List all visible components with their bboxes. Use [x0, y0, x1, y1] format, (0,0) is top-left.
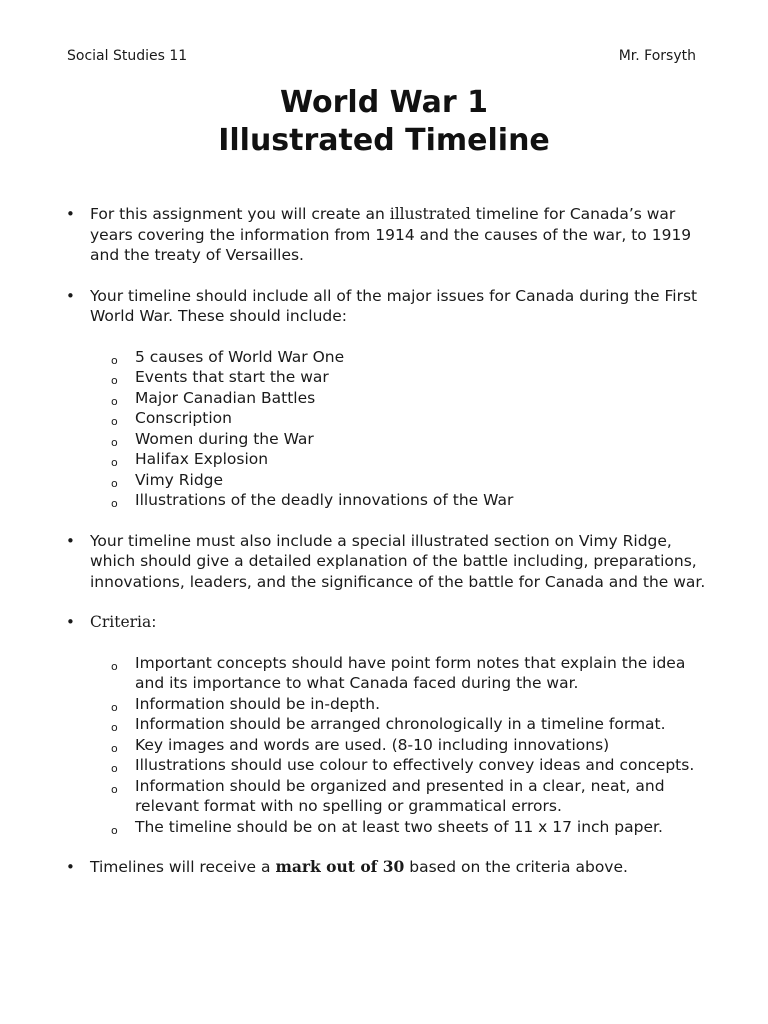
page-header	[67, 47, 696, 65]
bullet-marker: •	[66, 613, 75, 631]
bullet-assignment-emphasis: illustrated	[389, 205, 471, 223]
sub-bullet-marker: o	[111, 721, 118, 734]
criteria-item	[0, 714, 768, 735]
bullet-marker: •	[66, 286, 75, 305]
issue-item-text: Halifax Explosion	[135, 450, 269, 468]
criteria-item	[0, 755, 768, 776]
criteria-list	[0, 653, 768, 838]
issue-item-text: Women during the War	[135, 429, 314, 448]
sub-bullet-marker: o	[111, 415, 118, 428]
issue-item-text: Major Canadian Battles	[135, 388, 316, 407]
sub-bullet-marker: o	[111, 394, 118, 408]
issue-item	[0, 367, 768, 388]
issue-item-text: Conscription	[135, 409, 232, 427]
sub-bullet-marker: o	[111, 497, 118, 510]
issue-item	[0, 470, 768, 491]
bullet-criteria	[0, 612, 768, 633]
sub-bullet-marker: o	[111, 823, 118, 837]
issue-item	[0, 347, 768, 368]
criteria-item-text: Information should be in-depth.	[135, 694, 380, 713]
criteria-item	[0, 694, 768, 715]
criteria-item-text: Illustrations should use colour to effectively convey ideas and concepts.	[135, 756, 695, 774]
document-title	[0, 84, 768, 160]
criteria-colon: :	[151, 613, 157, 631]
sub-bullet-marker: o	[111, 353, 118, 367]
title-line-2: Illustrated Timeline	[218, 123, 550, 158]
criteria-label: Criteria	[90, 613, 152, 631]
bullet-major-issues	[0, 286, 768, 327]
criteria-item-text: The timeline should be on at least two sheets of 11 x 17 inch paper.	[135, 817, 663, 836]
issue-item-text: Vimy Ridge	[135, 470, 224, 489]
bullet-vimy-section	[0, 531, 768, 593]
bullet-assignment-post: timeline for Canada’s war years covering the information from 1914 and the causes of the war, to 1919 and the treaty of Versailles.	[90, 205, 692, 264]
bullet-assignment	[0, 204, 768, 266]
bullet-assignment-pre: For this assignment you will create an	[90, 205, 390, 223]
sub-bullet-marker: o	[111, 659, 118, 673]
issue-item	[0, 429, 768, 450]
document-body	[0, 204, 768, 878]
major-issues-list	[0, 347, 768, 511]
sub-bullet-marker: o	[111, 782, 118, 796]
issue-item	[0, 490, 768, 511]
sub-bullet-marker: o	[111, 762, 118, 775]
bullet-marking-emphasis: mark out of 30	[275, 857, 405, 876]
criteria-item-text: Information should be organized and presented in a clear, neat, and relevant format with no spelling or grammatical errors.	[135, 776, 665, 815]
issue-item-text: Events that start the war	[135, 368, 329, 386]
issue-item	[0, 408, 768, 429]
bullet-major-issues-text: Your timeline should include all of the major issues for Canada during the First World War. These should include:	[90, 286, 698, 325]
sub-bullet-marker: o	[111, 374, 118, 387]
sub-bullet-marker: o	[111, 700, 118, 714]
criteria-item	[0, 653, 768, 694]
issue-item	[0, 388, 768, 409]
sub-bullet-marker: o	[111, 435, 118, 449]
bullet-marker: •	[66, 205, 75, 223]
bullet-marker: •	[66, 531, 75, 550]
issue-item-text: 5 causes of World War One	[135, 347, 345, 366]
title-line-1: World War 1	[279, 85, 488, 120]
bullet-marking	[0, 857, 768, 878]
bullet-marking-pre: Timelines will receive a	[90, 858, 276, 876]
criteria-item	[0, 817, 768, 838]
sub-bullet-marker: o	[111, 476, 118, 490]
criteria-item	[0, 776, 768, 817]
bullet-vimy-text: Your timeline must also include a special illustrated section on Vimy Ridge, which should give a detailed explanation of the battle including, preparations, innovations, leaders, and the significance of the battle for Canada and the war.	[90, 531, 706, 591]
bullet-marking-post: based on the criteria above.	[404, 858, 628, 876]
issue-item	[0, 449, 768, 470]
criteria-item-text: Important concepts should have point form notes that explain the idea and its importance to what Canada faced during the war.	[135, 653, 686, 692]
course-name: Social Studies 11	[67, 48, 188, 64]
issue-item-text: Illustrations of the deadly innovations of the War	[135, 491, 514, 509]
teacher-name: Mr. Forsyth	[618, 48, 696, 64]
criteria-item-text: Information should be arranged chronologically in a timeline format.	[135, 715, 666, 733]
sub-bullet-marker: o	[111, 456, 118, 469]
criteria-item-text: Key images and words are used. (8-10 including innovations)	[135, 735, 610, 754]
sub-bullet-marker: o	[111, 741, 118, 755]
bullet-marker: •	[66, 858, 75, 876]
criteria-item	[0, 735, 768, 756]
